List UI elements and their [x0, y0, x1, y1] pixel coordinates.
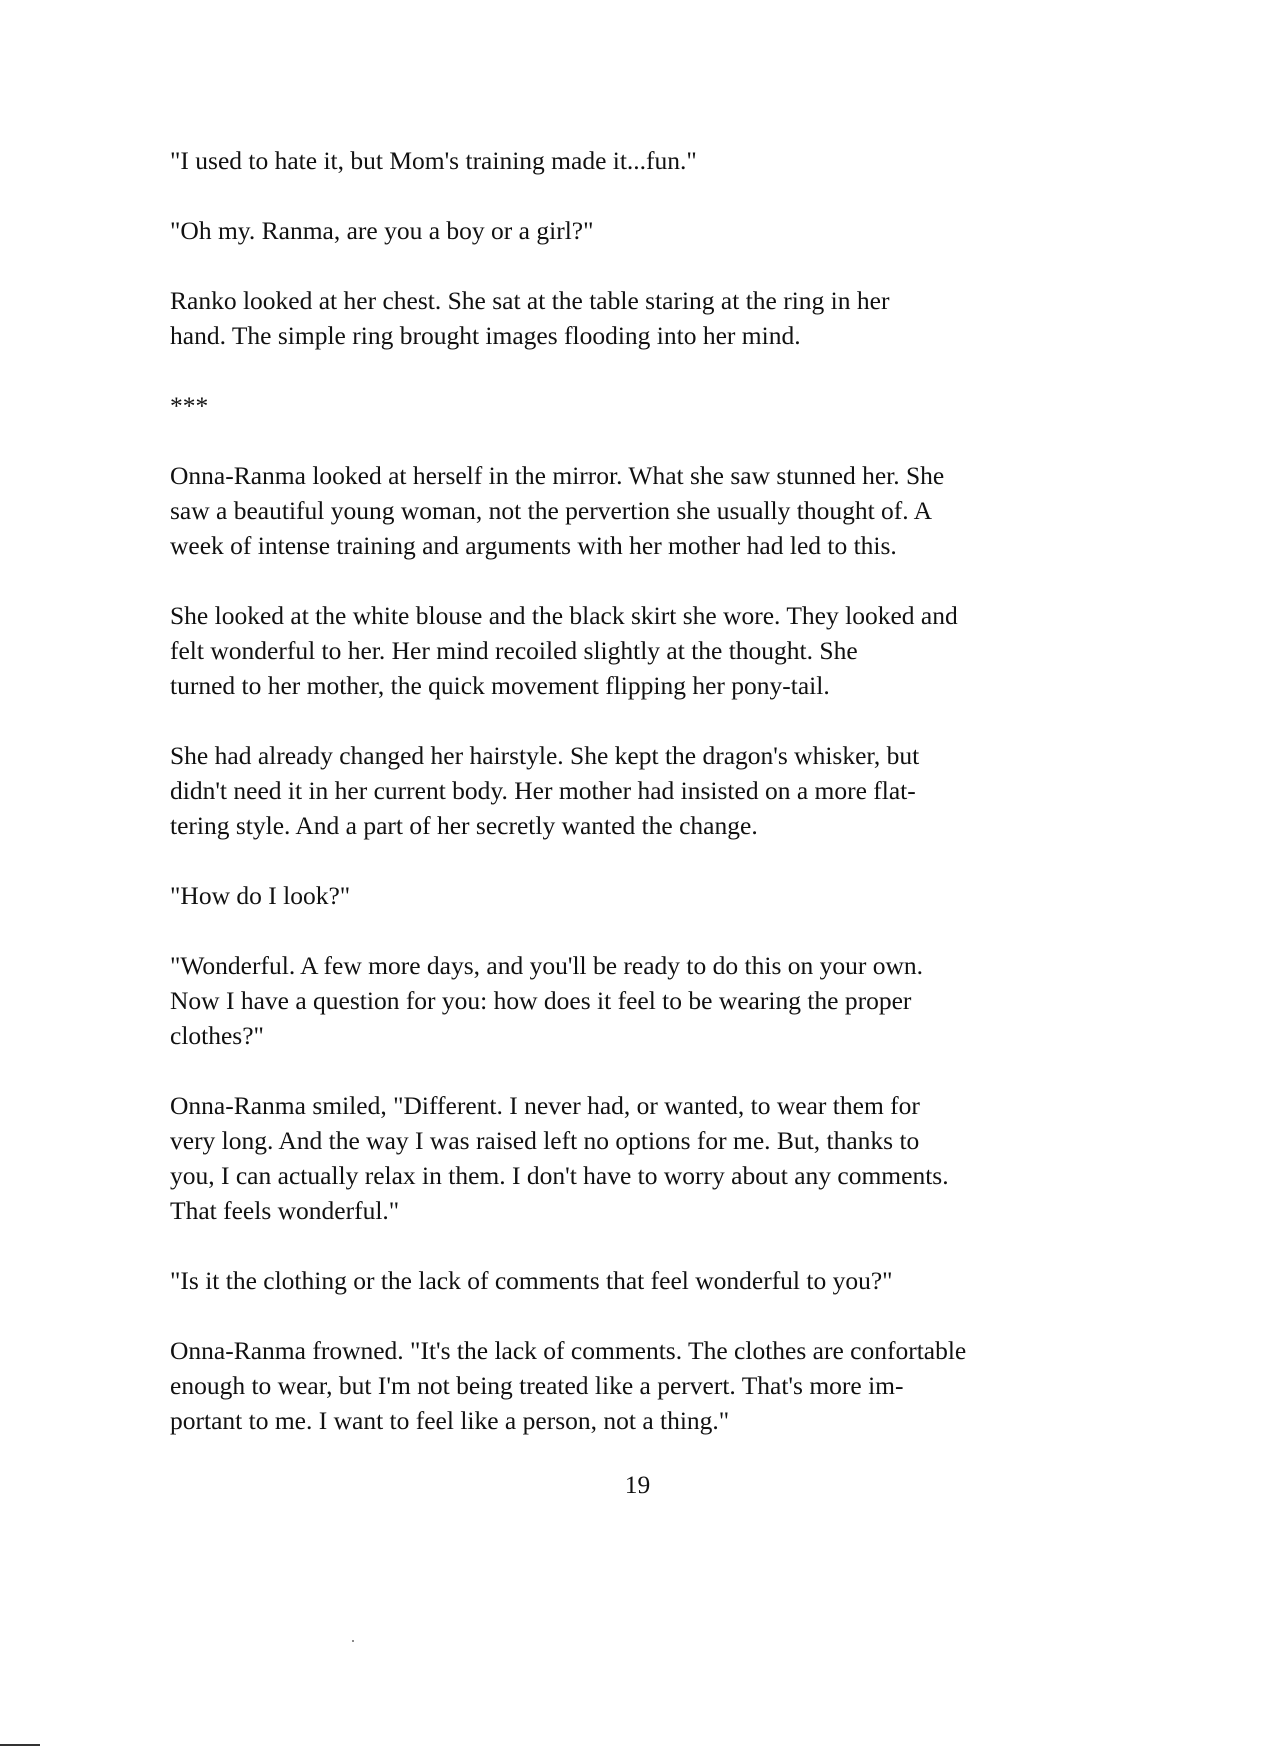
- text-line: Ranko looked at her chest. She sat at the table staring at the ring in her: [170, 286, 890, 315]
- text-line: "Wonderful. A few more days, and you'll be ready to do this on your own.: [170, 951, 924, 980]
- scan-speck: [352, 1640, 354, 1642]
- text-line: She had already changed her hairstyle. She kept the dragon's whisker, but: [170, 741, 920, 770]
- text-line: portant to me. I want to feel like a person, not a thing.": [170, 1406, 730, 1435]
- paragraph: [170, 458, 1100, 563]
- text-line: "Oh my. Ranma, are you a boy or a girl?": [170, 216, 594, 245]
- paragraph: [170, 388, 1100, 423]
- text-line: saw a beautiful young woman, not the pervertion she usually thought of. A: [170, 496, 933, 525]
- text-line: ***: [170, 391, 209, 420]
- text-line: clothes?": [170, 1021, 264, 1050]
- text-line: Now I have a question for you: how does it feel to be wearing the proper: [170, 986, 912, 1015]
- scan-edge-mark: [0, 1744, 40, 1746]
- paragraph: [170, 1263, 1100, 1298]
- paragraph: [170, 598, 1100, 703]
- paragraph: [170, 878, 1100, 913]
- text-line: didn't need it in her current body. Her mother had insisted on a more flat-: [170, 776, 916, 805]
- paragraph: [170, 738, 1100, 843]
- paragraph: [170, 283, 1100, 353]
- text-line: hand. The simple ring brought images flooding into her mind.: [170, 321, 801, 350]
- text-line: tering style. And a part of her secretly wanted the change.: [170, 811, 758, 840]
- text-line: "I used to hate it, but Mom's training made it...fun.": [170, 146, 697, 175]
- text-line: "Is it the clothing or the lack of comments that feel wonderful to you?": [170, 1266, 893, 1295]
- text-line: you, I can actually relax in them. I don't have to worry about any comments.: [170, 1161, 949, 1190]
- paragraph: [170, 213, 1100, 248]
- text-line: That feels wonderful.": [170, 1196, 400, 1225]
- body-text: [170, 143, 1100, 1473]
- paragraph: [170, 1333, 1100, 1438]
- paragraph: [170, 1088, 1100, 1228]
- text-line: "How do I look?": [170, 881, 351, 910]
- text-line: very long. And the way I was raised left no options for me. But, thanks to: [170, 1126, 920, 1155]
- text-line: She looked at the white blouse and the black skirt she wore. They looked and: [170, 601, 958, 630]
- text-line: week of intense training and arguments with her mother had led to this.: [170, 531, 897, 560]
- page-number: 19: [624, 1470, 651, 1499]
- paragraph: [170, 143, 1100, 178]
- text-line: Onna-Ranma looked at herself in the mirror. What she saw stunned her. She: [170, 461, 945, 490]
- text-line: Onna-Ranma smiled, "Different. I never had, or wanted, to wear them for: [170, 1091, 920, 1120]
- text-line: enough to wear, but I'm not being treated like a pervert. That's more im-: [170, 1371, 904, 1400]
- text-line: felt wonderful to her. Her mind recoiled slightly at the thought. She: [170, 636, 858, 665]
- text-line: Onna-Ranma frowned. "It's the lack of comments. The clothes are confortable: [170, 1336, 967, 1365]
- paragraph: [170, 948, 1100, 1053]
- text-line: turned to her mother, the quick movement flipping her pony-tail.: [170, 671, 830, 700]
